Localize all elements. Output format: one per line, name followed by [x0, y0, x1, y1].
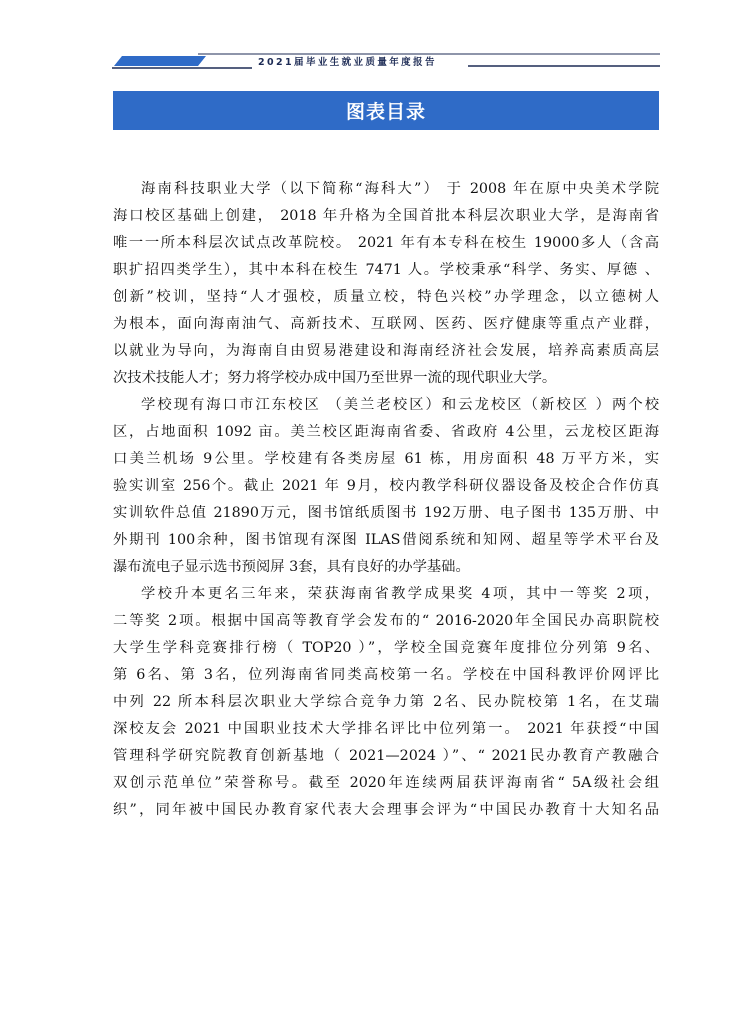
text-line: 学校现有海口市江东校区 （美兰老校区）和云龙校区（新校区 ）两个校 — [141, 397, 659, 413]
header-accent-shape — [114, 56, 206, 66]
text-line: 大学生学科竞赛排行榜（ TOP20 ）”，学校全国竞赛年度排位分列第 9名、 — [113, 640, 659, 656]
page-header — [0, 0, 754, 80]
text-line: 区，占地面积 1092 亩。美兰校区距海南省委、省政府 4公里，云龙校区距海 — [113, 424, 659, 440]
text-line: 验实训室 256个。截止 2021 年 9月，校内教学科研仪器设备及校企合作仿真 — [113, 478, 659, 494]
section-banner — [113, 91, 659, 130]
body-text — [113, 176, 659, 824]
text-line: 织”，同年被中国民办教育家代表大会理事会评为“中国民办教育十大知名品 — [113, 802, 659, 818]
text-line: 创新”校训，坚持“人才强校，质量立校，特色兴校”办学理念，以立德树人 — [113, 289, 659, 305]
text-line: 学校升本更名三年来，荣获海南省教学成果奖 4项，其中一等奖 2项， — [141, 586, 659, 602]
text-line: 海南科技职业大学（以下简称“海科大”） 于 2008 年在原中央美术学院 — [141, 181, 659, 197]
text-line: 实训软件总值 21890万元，图书馆纸质图书 192万册、电子图书 135万册、中 — [113, 505, 659, 521]
text-line: 以就业为导向，为海南自由贸易港建设和海南经济社会发展，培养高素质高层 — [113, 343, 659, 359]
text-line: 深校友会 2021 中国职业技术大学排名评比中位列第一。 2021 年获授“中国 — [113, 721, 659, 737]
text-line: 瀑布流电子显示选书预阅屏 3套，具有良好的办学基础。 — [113, 559, 470, 575]
text-line: 中列 22 所本科层次职业大学综合竞争力第 2名、民办院校第 1名，在艾瑞 — [113, 694, 659, 710]
text-line: 唯一一所本科层次试点改革院校。 2021 年有本专科在校生 19000多人（含高 — [113, 235, 659, 251]
text-line: 次技术技能人才；努力将学校办成中国乃至世界一流的现代职业大学。 — [113, 370, 557, 386]
text-line: 口美兰机场 9公里。学校建有各类房屋 61 栋，用房面积 48 万平方米，实 — [113, 451, 659, 467]
text-line: 双创示范单位”荣誉称号。截至 2020年连续两届获评海南省“ 5A级社会组 — [113, 775, 659, 791]
paragraph-intro — [113, 176, 659, 392]
text-line: 海口校区基础上创建， 2018 年升格为全国首批本科层次职业大学，是海南省 — [113, 208, 659, 224]
text-line: 职扩招四类学生），其中本科在校生 7471 人。学校秉承“科学、务实、厚德 、 — [113, 262, 659, 278]
text-line: 二等奖 2项。根据中国高等教育学会发布的“ 2016-2020年全国民办高职院校 — [113, 613, 659, 629]
paragraph-campus — [113, 392, 659, 581]
text-line: 外期刊 100余种，图书馆现有深图 ILAS借阅系统和知网、超星等学术平台及 — [113, 532, 659, 548]
header-decoration — [0, 0, 754, 80]
text-line: 为根本，面向海南油气、高新技术、互联网、医药、医疗健康等重点产业群， — [113, 316, 659, 332]
text-line: 管理科学研究院教育创新基地（ 2021—2024 ）”、“ 2021民办教育产教融合 — [113, 748, 659, 764]
section-title: 图表目录 — [345, 101, 426, 123]
paragraph-achievements — [113, 581, 659, 824]
text-line: 第 6名、第 3名，位列海南省同类高校第一名。学校在中国科教评价网评比 — [113, 667, 659, 683]
report-title: 2021届毕业生就业质量年度报告 — [258, 57, 437, 68]
